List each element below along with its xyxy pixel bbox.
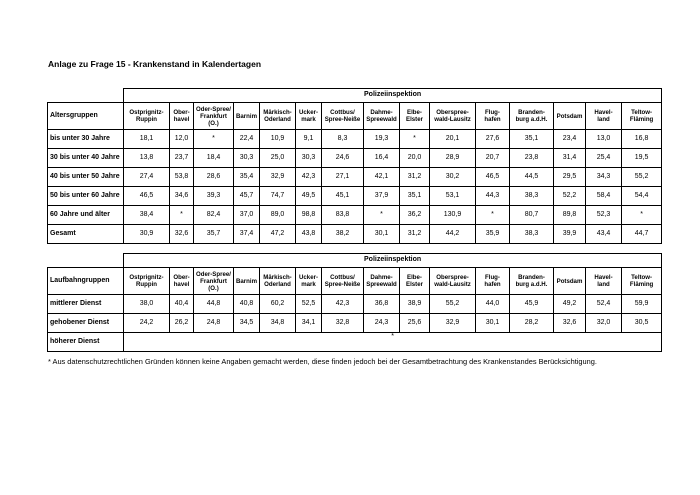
column-header-line: Fläming: [629, 116, 654, 123]
column-header: [194, 268, 234, 295]
table-cell: 42,3: [322, 295, 364, 314]
column-header: [476, 103, 510, 130]
column-header-line: Spree-Neiße: [324, 281, 361, 288]
column-header-line: Branden-: [518, 274, 545, 281]
table-cell: 27,1: [322, 168, 364, 187]
column-header: [400, 268, 430, 295]
table-cell: 45,9: [510, 295, 554, 314]
table-cell: 35,7: [194, 225, 234, 244]
column-header-line: Oderland: [264, 116, 291, 123]
table-row: [48, 206, 662, 225]
column-header-line: wald-Lausitz: [434, 281, 471, 288]
column-header-line: wald-Lausitz: [434, 116, 471, 123]
table-cell: 31,2: [400, 168, 430, 187]
row-label: gehobener Dienst: [48, 314, 124, 333]
column-header: [124, 103, 170, 130]
column-header: [622, 268, 662, 295]
column-header-line: Flug-: [485, 274, 500, 281]
column-header-line: Teltow-: [631, 274, 653, 281]
table-cell: 24,6: [322, 149, 364, 168]
column-header-line: Ober-: [173, 109, 190, 116]
column-header-line: Barnim: [236, 277, 257, 285]
table-row: [48, 333, 662, 352]
table-cell: 12,0: [170, 130, 194, 149]
column-header: [554, 268, 586, 295]
table-cell: 35,1: [400, 187, 430, 206]
table-cell: 30,5: [622, 314, 662, 333]
table-cell: 24,2: [124, 314, 170, 333]
column-header: [510, 268, 554, 295]
table-cell: 28,2: [510, 314, 554, 333]
table-cell: 37,9: [364, 187, 400, 206]
page-title: Anlage zu Frage 15 - Krankenstand in Kalendertagen: [48, 59, 262, 69]
table-cell: 31,2: [400, 225, 430, 244]
table-cell: 40,8: [234, 295, 260, 314]
column-header-line: havel: [173, 281, 190, 288]
table-cell: 38,9: [400, 295, 430, 314]
column-header: [510, 103, 554, 130]
table-cell: 20,0: [400, 149, 430, 168]
table-cell: *: [364, 206, 400, 225]
column-header-line: Frankfurt (O.): [200, 277, 227, 292]
group-header-cell: Polizeiinspektion: [124, 89, 662, 103]
table-cell: 36,2: [400, 206, 430, 225]
table-cell: 55,2: [430, 295, 476, 314]
table-cell: 25,6: [400, 314, 430, 333]
table-cell: 30,2: [430, 168, 476, 187]
row-label: mittlerer Dienst: [48, 295, 124, 314]
table-cell: 28,6: [194, 168, 234, 187]
table-cell: 29,5: [554, 168, 586, 187]
table-cell: 25,4: [586, 149, 622, 168]
table-cell: 34,8: [260, 314, 296, 333]
table-cell: 31,4: [554, 149, 586, 168]
table-cell: 37,4: [234, 225, 260, 244]
table-cell: 42,1: [364, 168, 400, 187]
row-label: 30 bis unter 40 Jahre: [48, 149, 124, 168]
table-cell: 38,2: [322, 225, 364, 244]
table-cell: 89,8: [554, 206, 586, 225]
table-cell: 36,8: [364, 295, 400, 314]
column-header-line: burg a.d.H.: [515, 281, 548, 288]
column-header: [364, 103, 400, 130]
column-header: [124, 268, 170, 295]
table-cell: 32,6: [554, 314, 586, 333]
table-cell: 32,9: [430, 314, 476, 333]
column-header-line: Dahme-: [370, 274, 393, 281]
column-header: [296, 268, 322, 295]
table-cell: 40,4: [170, 295, 194, 314]
column-header-line: Cottbus/: [330, 274, 355, 281]
row-label: Gesamt: [48, 225, 124, 244]
table-cell: 58,4: [586, 187, 622, 206]
table-row: [48, 225, 662, 244]
table-cell: 32,9: [260, 168, 296, 187]
table-cell: 89,0: [260, 206, 296, 225]
spanning-cell: *: [124, 333, 662, 352]
table-row: [48, 149, 662, 168]
table-cell: 32,0: [586, 314, 622, 333]
column-header-row: [48, 268, 662, 295]
table-cell: 44,7: [622, 225, 662, 244]
table-cell: 74,7: [260, 187, 296, 206]
column-header-line: Barnim: [236, 112, 257, 120]
table-cell: 35,4: [234, 168, 260, 187]
column-header: [430, 268, 476, 295]
row-label: bis unter 30 Jahre: [48, 130, 124, 149]
table-cell: 37,0: [234, 206, 260, 225]
blank-corner-cell: [48, 89, 124, 103]
column-header-line: Cottbus/: [330, 109, 355, 116]
table-cell: 27,6: [476, 130, 510, 149]
table-cell: 83,8: [322, 206, 364, 225]
column-header: [622, 103, 662, 130]
row-label: höherer Dienst: [48, 333, 124, 352]
table-cell: 130,9: [430, 206, 476, 225]
group-header-row: [48, 89, 662, 103]
column-header-line: Fläming: [629, 281, 654, 288]
table-cell: 23,4: [554, 130, 586, 149]
column-header-line: Teltow-: [631, 109, 653, 116]
column-header: [476, 268, 510, 295]
column-header-line: Oder-Spree/: [196, 105, 231, 113]
column-header-line: Spreewald: [366, 116, 397, 123]
table-row: [48, 168, 662, 187]
column-header-line: Elster: [406, 116, 423, 123]
table-cell: 8,3: [322, 130, 364, 149]
table-cell: 98,8: [296, 206, 322, 225]
table-cell: 59,9: [622, 295, 662, 314]
table-cell: 43,8: [296, 225, 322, 244]
table-cell: *: [400, 130, 430, 149]
column-header: [296, 103, 322, 130]
table-cell: 32,8: [322, 314, 364, 333]
table-cell: 20,7: [476, 149, 510, 168]
table-cell: 30,3: [234, 149, 260, 168]
column-header-line: Potsdam: [556, 277, 583, 285]
column-header-line: Elster: [406, 281, 423, 288]
table-cell: 52,3: [586, 206, 622, 225]
table-cell: 82,4: [194, 206, 234, 225]
table-cell: 24,8: [194, 314, 234, 333]
table-cell: 54,4: [622, 187, 662, 206]
column-header: [364, 268, 400, 295]
row-label: 50 bis unter 60 Jahre: [48, 187, 124, 206]
table-cell: 27,4: [124, 168, 170, 187]
table-cell: 39,9: [554, 225, 586, 244]
column-header-line: Ostprignitz-: [129, 109, 164, 116]
table-cell: 38,4: [124, 206, 170, 225]
column-header-line: mark: [301, 281, 316, 288]
table-cell: 39,3: [194, 187, 234, 206]
table-cell: 55,2: [622, 168, 662, 187]
table-cell: *: [194, 130, 234, 149]
table-cell: 30,3: [296, 149, 322, 168]
table-cell: 23,8: [510, 149, 554, 168]
table-cell: 35,1: [510, 130, 554, 149]
table-cell: 30,9: [124, 225, 170, 244]
column-header-line: Ucker-: [299, 109, 318, 116]
table-cell: 44,0: [476, 295, 510, 314]
column-header: [586, 268, 622, 295]
table-cell: 23,7: [170, 149, 194, 168]
table-cell: 34,3: [586, 168, 622, 187]
column-header-line: Potsdam: [556, 112, 583, 120]
table-cell: 18,4: [194, 149, 234, 168]
table-cell: 32,6: [170, 225, 194, 244]
table-cell: 16,8: [622, 130, 662, 149]
table-cell: 25,0: [260, 149, 296, 168]
table-cell: 13,0: [586, 130, 622, 149]
table-cell: 44,3: [476, 187, 510, 206]
column-header-line: land: [597, 116, 610, 123]
table-cell: 45,1: [322, 187, 364, 206]
column-header-row: [48, 103, 662, 130]
table-cell: *: [476, 206, 510, 225]
column-header-line: Ruppin: [136, 116, 157, 123]
table-cell: 38,0: [124, 295, 170, 314]
group-header-row: [48, 254, 662, 268]
table-cell: 60,2: [260, 295, 296, 314]
table-cell: 46,5: [476, 168, 510, 187]
column-header-line: Ostprignitz-: [129, 274, 164, 281]
table-cell: 9,1: [296, 130, 322, 149]
column-header: [322, 103, 364, 130]
column-header-line: Havel-: [594, 109, 613, 116]
column-header: [260, 103, 296, 130]
row-group-label: Laufbahngruppen: [48, 268, 124, 295]
table-cell: 38,3: [510, 225, 554, 244]
column-header: [554, 103, 586, 130]
column-header-line: Oder-Spree/: [196, 270, 231, 278]
age-group-table: [47, 88, 662, 244]
column-header: [170, 268, 194, 295]
column-header-line: land: [597, 281, 610, 288]
group-header-cell: Polizeiinspektion: [124, 254, 662, 268]
table-cell: 44,2: [430, 225, 476, 244]
table-cell: 46,5: [124, 187, 170, 206]
table-cell: 43,4: [586, 225, 622, 244]
table-cell: 22,4: [234, 130, 260, 149]
column-header: [430, 103, 476, 130]
column-header-line: Spree-Neiße: [324, 116, 361, 123]
column-header-line: Spreewald: [366, 281, 397, 288]
table-cell: 42,3: [296, 168, 322, 187]
table-cell: *: [622, 206, 662, 225]
column-header: [194, 103, 234, 130]
table-row: [48, 187, 662, 206]
table-cell: 45,7: [234, 187, 260, 206]
column-header-line: hafen: [484, 116, 501, 123]
table-cell: 49,2: [554, 295, 586, 314]
column-header-line: Frankfurt (O.): [200, 112, 227, 127]
blank-corner-cell: [48, 254, 124, 268]
table-cell: 13,8: [124, 149, 170, 168]
table-cell: 44,8: [194, 295, 234, 314]
column-header-line: Oderland: [264, 281, 291, 288]
table-cell: 34,6: [170, 187, 194, 206]
table-cell: 30,1: [476, 314, 510, 333]
column-header-line: Oberspree-: [436, 109, 469, 116]
column-header: [400, 103, 430, 130]
table-cell: *: [170, 206, 194, 225]
row-group-label: Altersgruppen: [48, 103, 124, 130]
table-row: [48, 130, 662, 149]
table-row: [48, 314, 662, 333]
column-header-line: Oberspree-: [436, 274, 469, 281]
column-header-line: mark: [301, 116, 316, 123]
column-header-line: Ucker-: [299, 274, 318, 281]
table-cell: 47,2: [260, 225, 296, 244]
footnote: * Aus datenschutzrechtlichen Gründen können keine Angaben gemacht werden, diese finden jedoch bei der Gesamtbetrachtung des Krankenstandes Berücksichtigung.: [48, 357, 597, 366]
column-header: [586, 103, 622, 130]
table-row: [48, 295, 662, 314]
column-header-line: hafen: [484, 281, 501, 288]
table-cell: 34,1: [296, 314, 322, 333]
career-group-table: [47, 253, 662, 352]
row-label: 60 Jahre und älter: [48, 206, 124, 225]
column-header: [322, 268, 364, 295]
column-header-line: havel: [173, 116, 190, 123]
table-cell: 52,2: [554, 187, 586, 206]
row-label: 40 bis unter 50 Jahre: [48, 168, 124, 187]
table-cell: 53,1: [430, 187, 476, 206]
column-header-line: Branden-: [518, 109, 545, 116]
table-cell: 20,1: [430, 130, 476, 149]
column-header-line: Elbe-: [407, 109, 422, 116]
column-header: [260, 268, 296, 295]
table-cell: 26,2: [170, 314, 194, 333]
column-header-line: Dahme-: [370, 109, 393, 116]
column-header-line: Märkisch-: [263, 274, 292, 281]
column-header-line: Märkisch-: [263, 109, 292, 116]
column-header: [234, 103, 260, 130]
table-cell: 53,8: [170, 168, 194, 187]
column-header: [170, 103, 194, 130]
table-cell: 10,9: [260, 130, 296, 149]
column-header-line: Elbe-: [407, 274, 422, 281]
column-header: [234, 268, 260, 295]
table-cell: 24,3: [364, 314, 400, 333]
column-header-line: Ruppin: [136, 281, 157, 288]
column-header-line: Havel-: [594, 274, 613, 281]
table-cell: 38,3: [510, 187, 554, 206]
column-header-line: Ober-: [173, 274, 190, 281]
column-header-line: burg a.d.H.: [515, 116, 548, 123]
table-cell: 19,3: [364, 130, 400, 149]
table-cell: 19,5: [622, 149, 662, 168]
table-cell: 49,5: [296, 187, 322, 206]
table-cell: 30,1: [364, 225, 400, 244]
table-cell: 80,7: [510, 206, 554, 225]
table-cell: 28,9: [430, 149, 476, 168]
table-cell: 52,4: [586, 295, 622, 314]
column-header-line: Flug-: [485, 109, 500, 116]
table-cell: 34,5: [234, 314, 260, 333]
table-cell: 18,1: [124, 130, 170, 149]
table-cell: 35,9: [476, 225, 510, 244]
table-cell: 44,5: [510, 168, 554, 187]
table-cell: 16,4: [364, 149, 400, 168]
table-cell: 52,5: [296, 295, 322, 314]
